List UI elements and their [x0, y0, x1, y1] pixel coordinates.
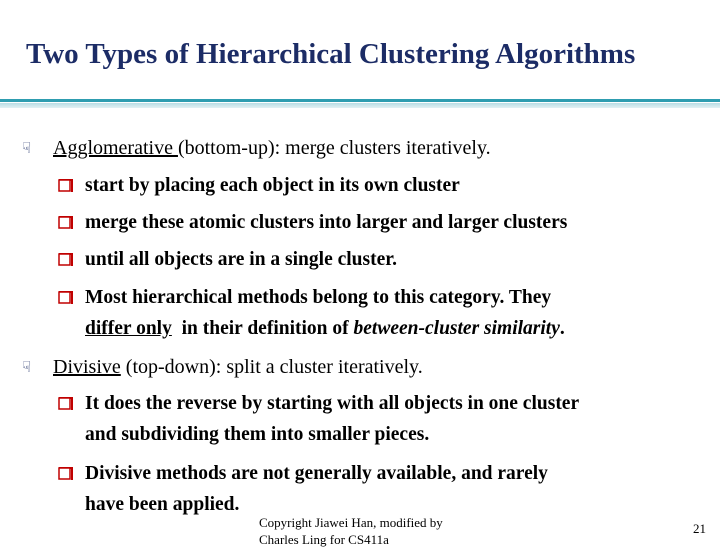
bullet-divisive [22, 356, 423, 379]
underlined-phrase: differ only [85, 318, 172, 339]
div-bullet-2-line-1: Divisive methods are not generally available, and rarely [85, 463, 548, 484]
div-bullet-1 [85, 388, 579, 450]
bullet-agglomerative [22, 137, 491, 160]
pointing-hand-icon: ☟ [22, 139, 32, 157]
div-bullet-1-line-1: It does the reverse by starting with all objects in one cluster [85, 393, 580, 414]
square-checkbox-icon [58, 397, 74, 411]
square-checkbox-icon [58, 179, 74, 193]
agglo-bullet-1-text: start by placing each object in its own cluster [85, 175, 460, 196]
square-checkbox-icon [58, 291, 74, 305]
square-checkbox-icon [58, 216, 74, 230]
agglo-bullet-4-end: . [559, 318, 565, 339]
agglo-bullet-1 [85, 170, 460, 201]
agglo-bullet-4-line-1: Most hierarchical methods belong to this category. They [85, 287, 552, 308]
div-bullet-2-line-2: have been applied. [85, 494, 240, 515]
square-checkbox-icon [58, 467, 74, 481]
emphasized-phrase: between-cluster similarity [353, 318, 560, 339]
agglomerative-description: (bottom-up): merge clusters iteratively. [177, 137, 491, 159]
agglo-bullet-2 [85, 207, 567, 238]
page-number: 21 [693, 521, 706, 536]
pointing-hand-icon: ☟ [22, 358, 32, 376]
title-divider [0, 99, 720, 102]
agglo-bullet-4-line-2 [85, 313, 565, 344]
footer-line-1: Copyright Jiawei Han, modified by [259, 515, 443, 530]
agglo-bullet-4-mid: in their definition of [171, 318, 354, 339]
term-agglomerative: Agglomerative [53, 137, 178, 159]
div-bullet-2 [85, 458, 548, 520]
slide-title: Two Types of Hierarchical Clustering Algorithms [26, 38, 636, 70]
square-checkbox-icon [58, 253, 74, 267]
divisive-description: (top-down): split a cluster iteratively. [120, 356, 423, 378]
term-divisive: Divisive [53, 356, 121, 378]
agglo-bullet-4 [85, 282, 565, 344]
agglo-bullet-2-text: merge these atomic clusters into larger and larger clusters [85, 212, 568, 233]
title-divider-shadow [0, 103, 720, 108]
footer-copyright [259, 514, 443, 548]
div-bullet-1-line-2: and subdividing them into smaller pieces. [85, 424, 430, 445]
footer-line-2: Charles Ling for CS411a [259, 532, 389, 547]
agglo-bullet-3 [85, 244, 397, 275]
agglo-bullet-3-text: until all objects are in a single cluster. [85, 249, 397, 270]
